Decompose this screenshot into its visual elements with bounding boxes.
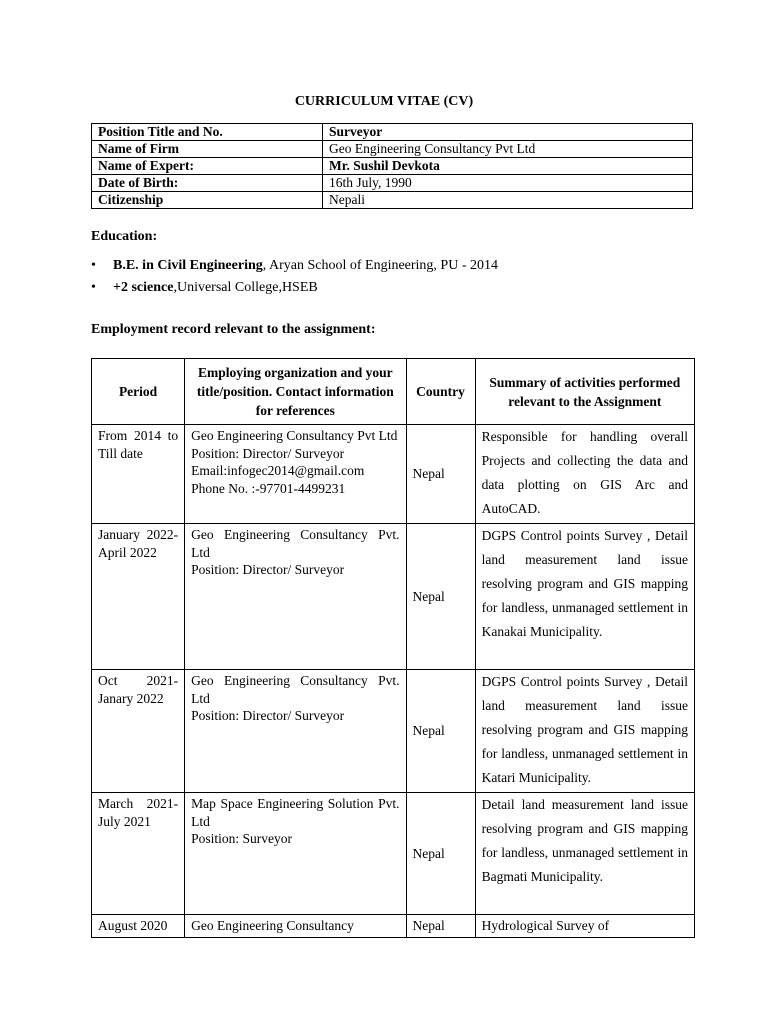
org-line: Geo Engineering Consultancy Pvt. Ltd — [191, 673, 400, 706]
header-organization: Employing organization and your title/position. Contact information for references — [185, 359, 406, 425]
header-country: Country — [406, 359, 475, 425]
organization-cell — [185, 425, 406, 524]
period-cell: From 2014 to Till date — [92, 425, 185, 524]
table-row — [92, 425, 695, 524]
org-line: Phone No. :-97701-4499231 — [191, 480, 346, 496]
info-row-citizenship — [92, 192, 693, 209]
country-cell: Nepal — [406, 670, 475, 793]
country-cell: Nepal — [406, 915, 475, 938]
info-label: Position Title and No. — [92, 124, 323, 141]
info-row-firm — [92, 141, 693, 158]
info-label: Name of Expert: — [92, 158, 323, 175]
summary-cell: DGPS Control points Survey , Detail land measurement land issue resolving program and GIS mapping for landless, unmanaged settlement in Katari Municipality. — [475, 670, 694, 793]
org-line: Geo Engineering Consultancy Pvt Ltd — [191, 428, 398, 443]
degree-detail: , Aryan School of Engineering, PU - 2014 — [262, 258, 498, 273]
employment-table — [91, 358, 695, 938]
org-line: Map Space Engineering Solution Pvt. Ltd — [191, 796, 400, 829]
period-cell: January 2022- April 2022 — [92, 524, 185, 670]
education-list — [91, 256, 498, 300]
document-title: CURRICULUM VITAE (CV) — [294, 94, 474, 109]
education-heading: Education: — [91, 229, 158, 244]
summary-cell: Detail land measurement land issue resolving program and GIS mapping for landless, unmanaged settlement in Bagmati Municipality. — [475, 793, 694, 915]
summary-cell: Responsible for handling overall Projects and collecting the data and data plotting on GIS Arc and AutoCAD. — [475, 425, 694, 524]
list-item — [91, 278, 498, 300]
bullet-icon: • — [91, 258, 96, 273]
period-cell: August 2020 — [92, 915, 185, 938]
info-label: Date of Birth: — [92, 175, 323, 192]
degree-name: +2 science — [113, 280, 174, 295]
org-line: Geo Engineering Consultancy Pvt. Ltd — [191, 527, 400, 560]
list-item — [91, 256, 498, 278]
org-line: Geo Engineering Consultancy — [191, 918, 354, 933]
table-row — [92, 793, 695, 915]
country-cell: Nepal — [406, 524, 475, 670]
employment-heading: Employment record relevant to the assignment: — [91, 322, 376, 337]
country-cell: Nepal — [406, 793, 475, 915]
period-cell: March 2021- July 2021 — [92, 793, 185, 915]
organization-cell — [185, 915, 406, 938]
summary-cell: DGPS Control points Survey , Detail land measurement land issue resolving program and GIS mapping for landless, unmanaged settlement in Kanakai Municipality. — [475, 524, 694, 670]
info-row-dob — [92, 175, 693, 192]
personal-info-table — [91, 123, 693, 209]
country-cell: Nepal — [406, 425, 475, 524]
org-line: Email:infogec2014@gmail.com — [191, 463, 365, 478]
info-value: Nepali — [323, 192, 693, 209]
org-line: Position: Director/ Surveyor — [191, 445, 345, 461]
bullet-icon: • — [91, 280, 96, 295]
info-value: Geo Engineering Consultancy Pvt Ltd — [323, 141, 693, 158]
info-row-position — [92, 124, 693, 141]
info-value: 16th July, 1990 — [323, 175, 693, 192]
info-label: Citizenship — [92, 192, 323, 209]
info-label: Name of Firm — [92, 141, 323, 158]
org-line: Position: Surveyor — [191, 831, 293, 846]
organization-cell — [185, 670, 406, 793]
info-row-expert — [92, 158, 693, 175]
period-cell: Oct 2021- Janary 2022 — [92, 670, 185, 793]
table-row — [92, 524, 695, 670]
header-period: Period — [92, 359, 185, 425]
degree-name: B.E. in Civil Engineering — [113, 258, 263, 273]
organization-cell — [185, 524, 406, 670]
info-value: Surveyor — [323, 124, 693, 141]
header-summary: Summary of activities performed relevant to the Assignment — [475, 359, 694, 425]
organization-cell — [185, 793, 406, 915]
table-header-row — [92, 359, 695, 425]
degree-detail: ,Universal College,HSEB — [173, 280, 318, 295]
org-line: Position: Director/ Surveyor — [191, 708, 345, 723]
info-value: Mr. Sushil Devkota — [323, 158, 693, 175]
org-line: Position: Director/ Surveyor — [191, 562, 345, 577]
table-row — [92, 915, 695, 938]
summary-cell: Hydrological Survey of — [475, 915, 694, 938]
table-row — [92, 670, 695, 793]
